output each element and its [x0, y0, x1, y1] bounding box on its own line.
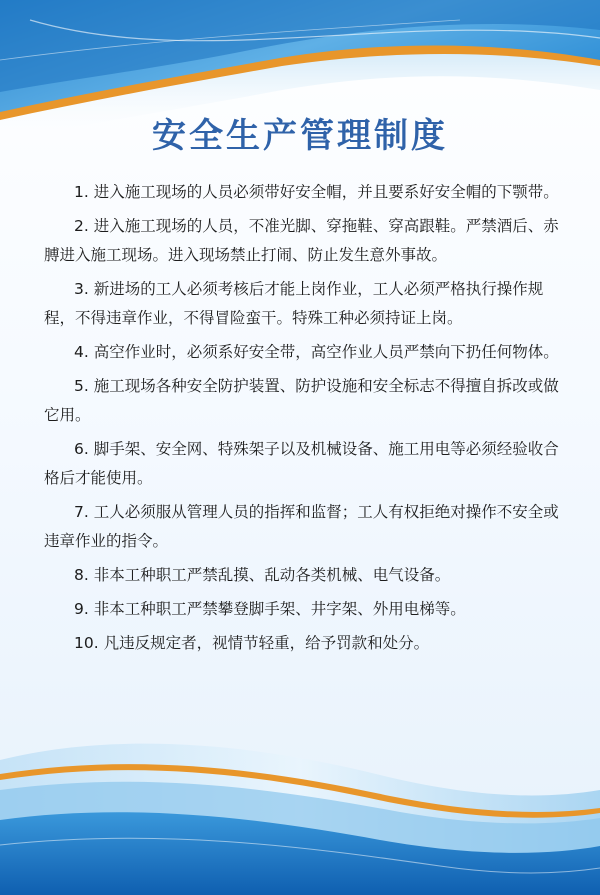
rule-item: 7. 工人必须服从管理人员的指挥和监督；工人有权拒绝对操作不安全或违章作业的指令。 [44, 503, 559, 550]
rule-item: 2. 进入施工现场的人员，不准光脚、穿拖鞋、穿高跟鞋。严禁酒后、赤膊进入施工现场。进入现场禁止打闹、防止发生意外事故。 [44, 217, 559, 264]
rule-item: 5. 施工现场各种安全防护装置、防护设施和安全标志不得擅自拆改或做它用。 [44, 377, 559, 424]
document-title: 安全生产管理制度 [152, 116, 448, 156]
rule-item: 6. 脚手架、安全网、特殊架子以及机械设备、施工用电等必须经验收合格后才能使用。 [44, 440, 559, 487]
rules-list [44, 178, 568, 663]
rule-item: 9. 非本工种职工严禁攀登脚手架、井字架、外用电梯等。 [74, 600, 466, 618]
rule-item: 1. 进入施工现场的人员必须带好安全帽，并且要系好安全帽的下颚带。 [74, 183, 559, 201]
rule-item: 10. 凡违反规定者，视情节轻重，给予罚款和处分。 [74, 634, 430, 652]
rule-item: 3. 新进场的工人必须考核后才能上岗作业，工人必须严格执行操作规程，不得违章作业，不得冒险蛮干。特殊工种必须持证上岗。 [44, 280, 544, 327]
rule-item: 8. 非本工种职工严禁乱摸、乱动各类机械、电气设备。 [74, 566, 451, 584]
rule-item: 4. 高空作业时，必须系好安全带，高空作业人员严禁向下扔任何物体。 [74, 343, 559, 361]
